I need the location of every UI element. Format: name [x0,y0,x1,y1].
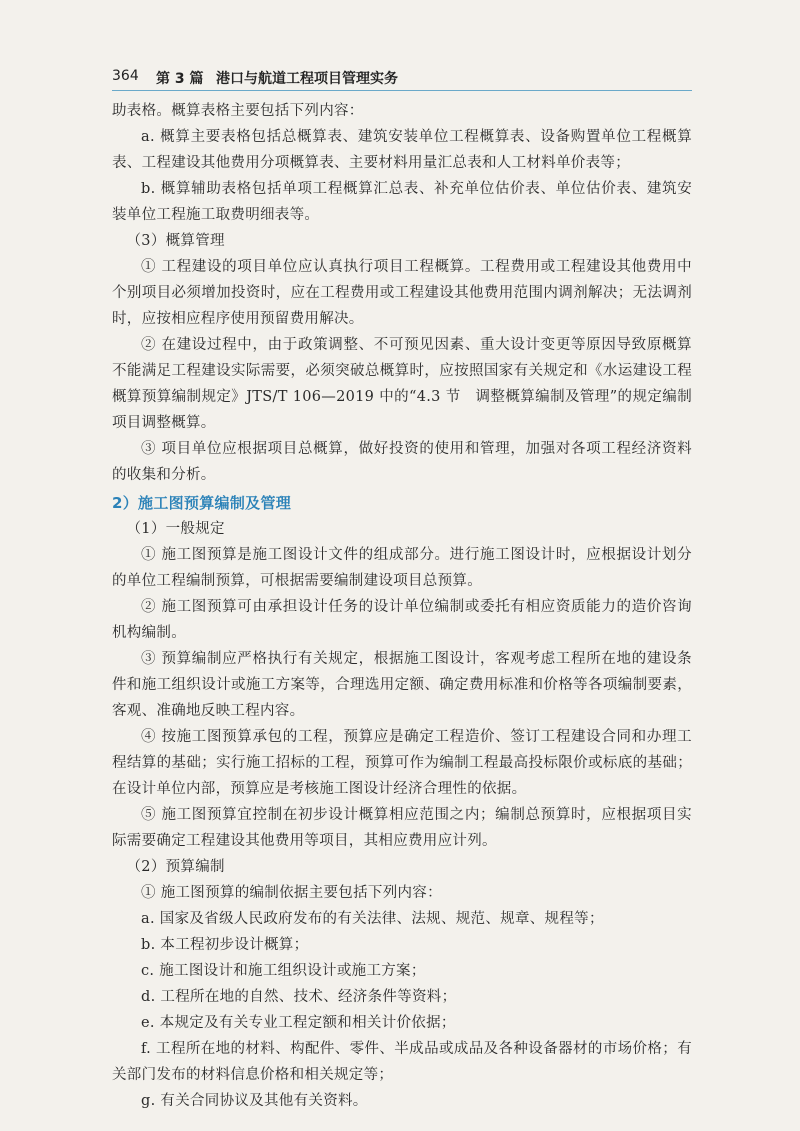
paragraph: （2）预算编制 [126,859,225,875]
paragraph: d. 工程所在地的自然、技术、经济条件等资料； [141,989,457,1005]
paragraph: ③ 项目单位应根据项目总概算，做好投资的使用和管理，加强对各项工程经济资料的收集和分析。 [112,441,692,483]
paragraph: ④ 按施工图预算承包的工程，预算应是确定工程造价、签订工程建设合同和办理工程结算的基础；实行施工招标的工程，预算可作为编制工程最高投标限价或标底的基础；在设计单位内部，预算应是考核施工图设计经济合理性的依据。 [112,729,692,797]
paragraph: f. 工程所在地的材料、构配件、零件、半成品或成品及各种设备器材的市场价格；有关部门发布的材料信息价格和相关规定等； [112,1041,692,1083]
paragraph: ① 工程建设的项目单位应认真执行项目工程概算。工程费用或工程建设其他费用中个别项目必须增加投资时，应在工程费用或工程建设其他费用范围内调剂解决；无法调剂时，应按相应程序使用预留费用解决。 [112,259,692,327]
paragraph: （1）一般规定 [126,521,225,537]
section-heading: 2）施工图预算编制及管理 [112,494,292,512]
paragraph: b. 本工程初步设计概算； [141,937,309,953]
page-body [112,98,692,1114]
part-label: 第 3 篇 [156,71,204,87]
paragraph: c. 施工图设计和施工组织设计或施工方案； [141,963,426,979]
paragraph: ② 在建设过程中，由于政策调整、不可预见因素、重大设计变更等原因导致原概算不能满足工程建设实际需要，必须突破总概算时，应按照国家有关规定和《水运建设工程概算预算编制规定》JTS/T 106—2019 中的“4.3 节 调整概算编制及管理”的规定编制项目调整概算。 [112,337,692,431]
paragraph: g. 有关合同协议及其他有关资料。 [141,1093,368,1109]
paragraph: ① 施工图预算是施工图设计文件的组成部分。进行施工图设计时，应根据设计划分的单位工程编制预算，可根据需要编制建设项目总预算。 [112,547,692,589]
paragraph: ⑤ 施工图预算宜控制在初步设计概算相应范围之内；编制总预算时，应根据项目实际需要确定工程建设其他费用等项目，其相应费用应计列。 [112,807,692,849]
paragraph: ③ 预算编制应严格执行有关规定，根据施工图设计，客观考虑工程所在地的建设条件和施工组织设计或施工方案等，合理选用定额、确定费用标准和价格等各项编制要素，客观、准确地反映工程内容。 [112,651,692,719]
paragraph: ① 施工图预算的编制依据主要包括下列内容： [141,885,442,901]
page-header [112,64,692,91]
paragraph: （3）概算管理 [126,233,225,249]
page-number: 364 [112,68,139,84]
part-title: 港口与航道工程项目管理实务 [216,71,398,87]
paragraph: ② 施工图预算可由承担设计任务的设计单位编制或委托有相应资质能力的造价咨询机构编制。 [112,599,692,641]
paragraph: e. 本规定及有关专业工程定额和相关计价依据； [141,1015,456,1031]
paragraph: a. 概算主要表格包括总概算表、建筑安装单位工程概算表、设备购置单位工程概算表、工程建设其他费用分项概算表、主要材料用量汇总表和人工材料单价表等； [112,129,692,171]
paragraph: b. 概算辅助表格包括单项工程概算汇总表、补充单位估价表、单位估价表、建筑安装单位工程施工取费明细表等。 [112,181,692,223]
paragraph: 助表格。概算表格主要包括下列内容： [112,103,364,119]
paragraph: a. 国家及省级人民政府发布的有关法律、法规、规范、规章、规程等； [141,911,604,927]
